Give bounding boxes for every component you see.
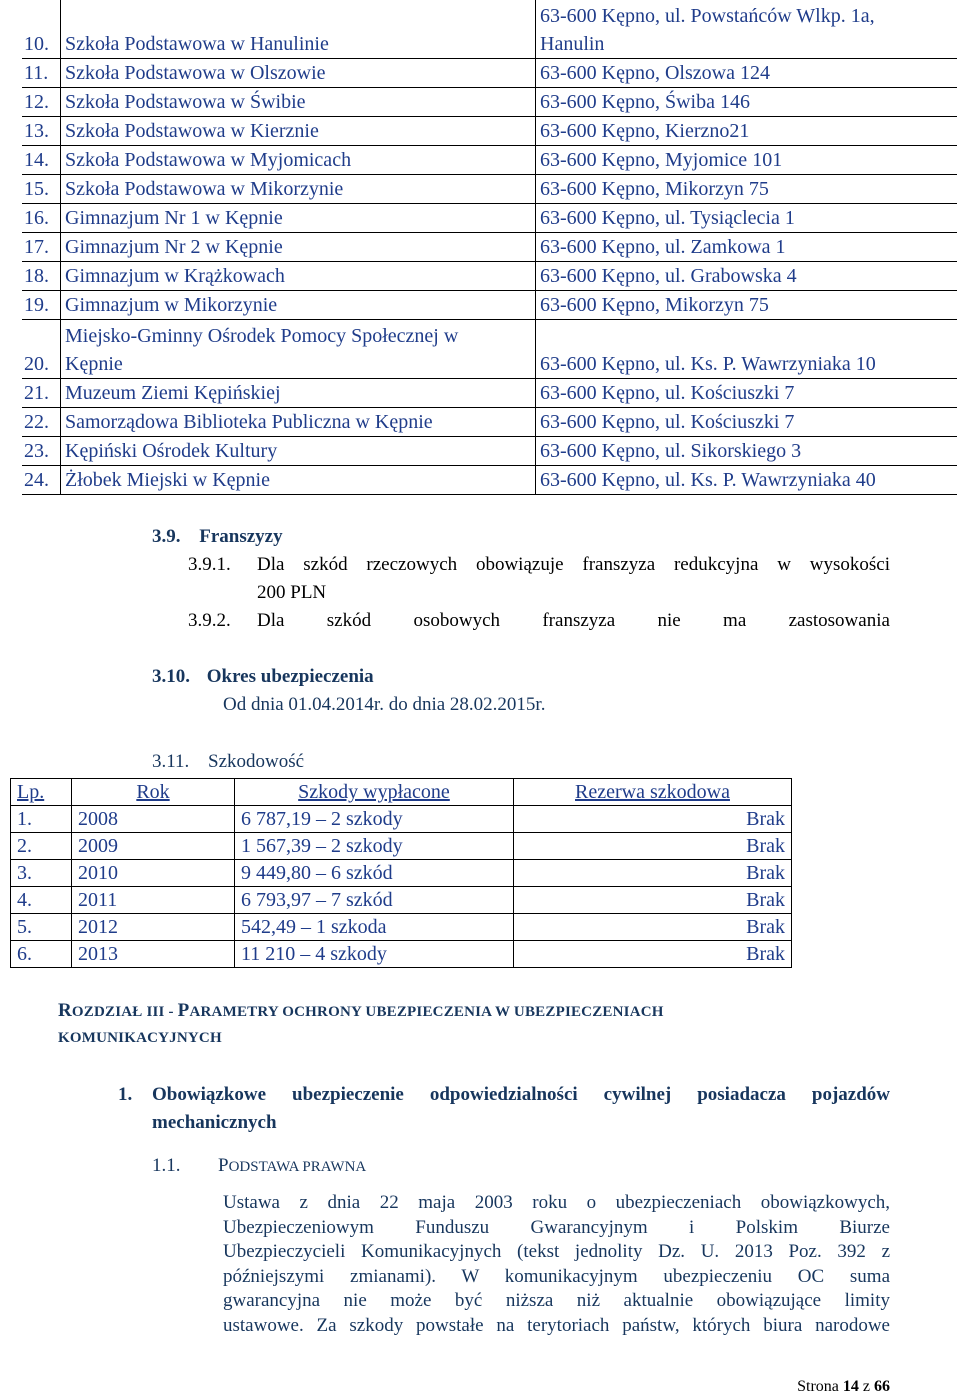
institution-name: Gimnazjum w Krążkowach — [61, 262, 536, 291]
institution-number: 11. — [22, 59, 61, 88]
institution-number: 15. — [22, 175, 61, 204]
paragraph-line: Ubezpieczycieli Komunikacyjnych (tekst jednolity Dz. U. 2013 Poz. 392 z — [223, 1241, 890, 1262]
institution-name: Samorządowa Biblioteka Publiczna w Kępnie — [61, 408, 536, 437]
institution-address: 63-600 Kępno, Myjomice 101 — [536, 146, 958, 175]
institution-number: 17. — [22, 233, 61, 262]
institution-row — [22, 262, 957, 291]
institution-name: Gimnazjum Nr 1 w Kępnie — [61, 204, 536, 233]
institution-number: 18. — [22, 262, 61, 291]
franchise-title: Franszyzy — [199, 526, 283, 547]
institution-number: 21. — [22, 379, 61, 408]
claims-year: 2009 — [72, 833, 235, 860]
franchise-p2-text — [257, 610, 890, 632]
claims-paid: 6 787,19 – 2 szkody — [235, 806, 514, 833]
institution-name: Gimnazjum Nr 2 w Kępnie — [61, 233, 536, 262]
institution-row — [22, 0, 957, 59]
institution-number: 14. — [22, 146, 61, 175]
institution-row — [22, 175, 957, 204]
claims-row — [11, 887, 792, 914]
claims-paid: 1 567,39 – 2 szkody — [235, 833, 514, 860]
institution-name: Szkoła Podstawowa w Świbie — [61, 88, 536, 117]
franchise-p1-text: Dla szkód rzeczowych obowiązuje franszyza redukcyjna w wysokości — [257, 554, 890, 575]
institutions-table — [22, 0, 957, 495]
institution-number: 23. — [22, 437, 61, 466]
institution-address: 63-600 Kępno, ul. Kościuszki 7 — [536, 379, 958, 408]
institution-row — [22, 466, 957, 495]
institution-row — [22, 59, 957, 88]
claims-paid: 9 449,80 – 6 szkód — [235, 860, 514, 887]
page-footer: Strona 14 z 66 — [797, 1378, 890, 1395]
institution-number: 13. — [22, 117, 61, 146]
chapter-title-cont: KOMUNIKACYJNYCH — [58, 1030, 222, 1046]
claims-lp: 6. — [11, 941, 72, 968]
institution-name: Gimnazjum w Mikorzynie — [61, 291, 536, 320]
period-heading — [152, 666, 374, 688]
section1-title-cont: mechanicznych — [152, 1112, 277, 1133]
institution-number: 22. — [22, 408, 61, 437]
claims-reserve: Brak — [514, 860, 792, 887]
claims-heading — [152, 751, 304, 773]
institution-name: Szkoła Podstawowa w Olszowie — [61, 59, 536, 88]
institution-address: 63-600 Kępno, ul. Powstańców Wlkp. 1a, Hanulin — [536, 0, 958, 59]
claims-paid: 11 210 – 4 szkody — [235, 941, 514, 968]
claims-title: Szkodowość — [208, 751, 305, 772]
claims-lp: 1. — [11, 806, 72, 833]
institution-name: Szkoła Podstawowa w Kierznie — [61, 117, 536, 146]
period-num: 3.10. — [152, 666, 190, 687]
institution-name: Szkoła Podstawowa w Hanulinie — [61, 0, 536, 59]
claims-lp: 5. — [11, 914, 72, 941]
franchise-p2-word: osobowych — [413, 610, 501, 631]
institution-row — [22, 88, 957, 117]
claims-lp: 3. — [11, 860, 72, 887]
claims-reserve: Brak — [514, 833, 792, 860]
franchise-num: 3.9. — [152, 526, 181, 547]
claims-row — [11, 833, 792, 860]
claims-header-reserve: Rezerwa szkodowa — [514, 779, 792, 806]
legal-basis-paragraph — [223, 1191, 890, 1338]
claims-year: 2012 — [72, 914, 235, 941]
institution-address: 63-600 Kępno, ul. Sikorskiego 3 — [536, 437, 958, 466]
paragraph-line: ustawowe. Za szkody powstałe na terytoriach państw, których biura narodowe — [223, 1314, 890, 1336]
chapter-title: ROZDZIAŁ III - PARAMETRY OCHRONY UBEZPIECZENIA W UBEZPIECZENIACH — [58, 1000, 664, 1021]
institution-name: Szkoła Podstawowa w Mikorzynie — [61, 175, 536, 204]
claims-row — [11, 941, 792, 968]
institution-address: 63-600 Kępno, Mikorzyn 75 — [536, 175, 958, 204]
institution-row — [22, 233, 957, 262]
institution-number: 20. — [22, 320, 61, 379]
institution-address: 63-600 Kępno, ul. Zamkowa 1 — [536, 233, 958, 262]
institution-address: 63-600 Kępno, Świba 146 — [536, 88, 958, 117]
claims-lp: 4. — [11, 887, 72, 914]
claims-reserve: Brak — [514, 806, 792, 833]
institution-row — [22, 204, 957, 233]
franchise-p2-word: Dla — [257, 610, 285, 631]
institution-number: 19. — [22, 291, 61, 320]
claims-header-year: Rok — [72, 779, 235, 806]
claims-header-lp: Lp. — [11, 779, 72, 806]
institution-number: 12. — [22, 88, 61, 117]
institution-row — [22, 379, 957, 408]
paragraph-line: Ubezpieczeniowym Funduszu Gwarancyjnym i Polskim Biurze — [223, 1216, 890, 1238]
institution-name: Żłobek Miejski w Kępnie — [61, 466, 536, 495]
franchise-p2-word: franszyza — [542, 610, 616, 631]
institution-name: Kępiński Ośrodek Kultury — [61, 437, 536, 466]
section1-title: Obowiązkowe ubezpieczenie odpowiedzialności cywilnej posiadacza pojazdów — [152, 1084, 890, 1105]
period-text: Od dnia 01.04.2014r. do dnia 28.02.2015r. — [223, 694, 546, 715]
paragraph-line: gwarancyjna nie może być niższa niż aktualnie obowiązujące limity — [223, 1290, 890, 1311]
claims-year: 2008 — [72, 806, 235, 833]
institution-row — [22, 408, 957, 437]
franchise-p2-num: 3.9.2. — [188, 610, 231, 631]
institution-address: 63-600 Kępno, ul. Ks. P. Wawrzyniaka 40 — [536, 466, 958, 495]
section1-num: 1. — [118, 1084, 133, 1105]
institution-address: 63-600 Kępno, ul. Tysiąclecia 1 — [536, 204, 958, 233]
institution-address: 63-600 Kępno, ul. Grabowska 4 — [536, 262, 958, 291]
claims-year: 2010 — [72, 860, 235, 887]
institution-name: Miejsko-Gminny Ośrodek Pomocy Społecznej w Kępnie — [61, 320, 536, 379]
institution-address: 63-600 Kępno, ul. Kościuszki 7 — [536, 408, 958, 437]
institution-address: 63-600 Kępno, Kierzno21 — [536, 117, 958, 146]
institution-row — [22, 437, 957, 466]
franchise-p1-cont: 200 PLN — [257, 582, 327, 603]
paragraph-line: Ustawa z dnia 22 maja 2003 roku o ubezpieczeniach obowiązkowych, — [223, 1192, 890, 1213]
franchise-p2-word: ma — [723, 610, 747, 631]
section11-num: 1.1. — [152, 1155, 181, 1176]
institution-number: 16. — [22, 204, 61, 233]
claims-year: 2013 — [72, 941, 235, 968]
institution-row — [22, 320, 957, 379]
claims-num: 3.11. — [152, 751, 190, 772]
claims-header-paid: Szkody wypłacone — [235, 779, 514, 806]
franchise-p2-word: zastosowania — [788, 610, 890, 631]
claims-table — [10, 778, 792, 968]
institution-address: 63-600 Kępno, Mikorzyn 75 — [536, 291, 958, 320]
claims-reserve: Brak — [514, 914, 792, 941]
claims-row — [11, 806, 792, 833]
franchise-p2-word: nie — [657, 610, 681, 631]
claims-paid: 6 793,97 – 7 szkód — [235, 887, 514, 914]
franchise-p2-word: szkód — [326, 610, 372, 631]
institution-name: Szkoła Podstawowa w Myjomicach — [61, 146, 536, 175]
institution-row — [22, 117, 957, 146]
claims-reserve: Brak — [514, 941, 792, 968]
institution-address: 63-600 Kępno, ul. Ks. P. Wawrzyniaka 10 — [536, 320, 958, 379]
institution-row — [22, 146, 957, 175]
institution-row — [22, 291, 957, 320]
claims-year: 2011 — [72, 887, 235, 914]
institution-number: 10. — [22, 0, 61, 59]
franchise-heading — [152, 526, 283, 548]
franchise-p1-num: 3.9.1. — [188, 554, 231, 575]
claims-row — [11, 860, 792, 887]
period-title: Okres ubezpieczenia — [206, 666, 374, 687]
institution-number: 24. — [22, 466, 61, 495]
paragraph-line: późniejszymi zmianami). W komunikacyjnym ubezpieczeniu OC suma — [223, 1265, 890, 1287]
institution-address: 63-600 Kępno, Olszowa 124 — [536, 59, 958, 88]
claims-paid: 542,49 – 1 szkoda — [235, 914, 514, 941]
claims-reserve: Brak — [514, 887, 792, 914]
section11-title: PODSTAWA PRAWNA — [218, 1155, 367, 1176]
institution-name: Muzeum Ziemi Kępińskiej — [61, 379, 536, 408]
claims-row — [11, 914, 792, 941]
claims-lp: 2. — [11, 833, 72, 860]
